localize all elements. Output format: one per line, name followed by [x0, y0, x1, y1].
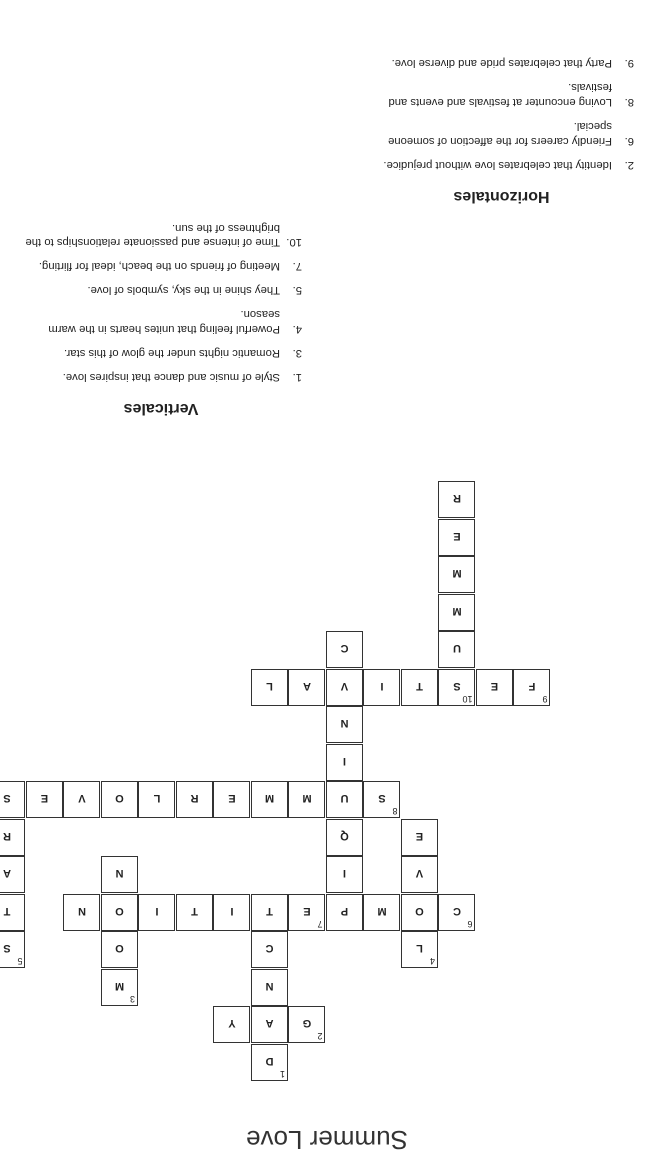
cell-number: 9: [542, 694, 548, 704]
clue-item: [20, 220, 302, 250]
grid-cell[interactable]: [26, 782, 63, 819]
grid-cell[interactable]: [326, 894, 363, 931]
grid-cell[interactable]: [364, 669, 401, 706]
cell-number: 4: [429, 956, 435, 967]
grid-cell[interactable]: [439, 669, 476, 706]
cell-letter: L: [153, 792, 161, 805]
grid-cell[interactable]: [439, 482, 476, 519]
clue-text: Style of music and dance that inspires love.: [62, 370, 280, 383]
grid-cell[interactable]: [364, 782, 401, 819]
grid-cell[interactable]: [139, 894, 176, 931]
cell-letter: N: [78, 905, 86, 917]
clue-number: 2.: [624, 158, 634, 171]
clue-text: Powerful feeling that unites hearts in the warm season.: [48, 308, 280, 336]
cell-letter: P: [340, 905, 349, 917]
grid-cell[interactable]: [476, 669, 513, 706]
cell-letter: T: [3, 905, 11, 917]
cell-letter: E: [228, 792, 236, 805]
grid-cell[interactable]: [439, 519, 476, 556]
cell-number: 10: [462, 694, 473, 704]
clue-text: Time of intense and passionate relationships to the brightness of the sun.: [25, 221, 280, 249]
vertical-heading: Verticales: [123, 400, 199, 417]
clue-text: Romantic nights under the glow of this star.: [63, 346, 280, 359]
cell-letter: E: [490, 680, 499, 692]
clue-item: [369, 79, 634, 109]
cell-letter: O: [115, 905, 124, 917]
cell-letter: V: [415, 867, 424, 880]
clue-number: 8.: [624, 96, 634, 109]
grid-cell[interactable]: [0, 782, 26, 819]
grid-cell[interactable]: [401, 894, 438, 931]
grid-cell[interactable]: [514, 669, 551, 706]
grid-cell[interactable]: [289, 894, 326, 931]
cell-letter: M: [114, 980, 125, 992]
cell-letter: V: [340, 680, 349, 692]
cell-letter: N: [265, 980, 274, 992]
grid-cell[interactable]: [0, 894, 26, 931]
cell-letter: C: [453, 905, 461, 917]
cell-letter: T: [191, 905, 198, 917]
grid-cell[interactable]: [326, 669, 363, 706]
cell-letter: Q: [340, 830, 349, 842]
cell-letter: R: [190, 792, 199, 805]
cell-letter: D: [265, 1055, 274, 1067]
grid-cell[interactable]: [289, 782, 326, 819]
cell-letter: E: [415, 830, 424, 842]
clue-text: Party that celebrates pride and diverse love.: [391, 57, 612, 70]
cell-letter: S: [3, 792, 11, 805]
grid-cell[interactable]: [214, 894, 251, 931]
grid-cell[interactable]: [101, 969, 138, 1006]
cell-letter: A: [265, 1017, 274, 1030]
clue-number: 7.: [292, 260, 302, 273]
grid-cell[interactable]: [0, 819, 26, 856]
grid-cell[interactable]: [439, 632, 476, 669]
cell-letter: O: [115, 792, 124, 805]
cell-letter: M: [264, 792, 275, 805]
clue-number: 6.: [624, 134, 634, 147]
clue-number: 9.: [624, 57, 634, 70]
cell-number: 8: [392, 806, 398, 817]
cell-letter: C: [265, 942, 274, 955]
cell-letter: V: [78, 792, 86, 805]
grid-cell[interactable]: [251, 1044, 288, 1081]
clue-text: Friendly careers for the affection of someone special.: [388, 120, 612, 147]
grid-cell[interactable]: [176, 894, 213, 931]
clue-item: [369, 55, 634, 70]
grid-cell[interactable]: [0, 932, 26, 969]
cell-letter: M: [452, 567, 462, 580]
cell-letter: N: [115, 867, 124, 880]
grid-cell[interactable]: [101, 932, 138, 969]
grid-cell[interactable]: [401, 932, 438, 969]
cell-letter: S: [3, 942, 11, 955]
cell-letter: R: [453, 492, 461, 505]
grid-cell[interactable]: [0, 857, 26, 894]
cell-letter: Y: [228, 1017, 236, 1030]
cell-letter: I: [230, 905, 234, 917]
clue-number: 10.: [286, 236, 302, 249]
grid-cell[interactable]: [326, 782, 363, 819]
clue-number: 5.: [292, 284, 302, 297]
grid-cell[interactable]: [101, 782, 138, 819]
cell-letter: O: [415, 905, 424, 917]
puzzle-title: Summer Love: [246, 1125, 408, 1155]
cell-letter: O: [115, 942, 124, 955]
grid-cell[interactable]: [251, 782, 288, 819]
clue-text: Meeting of friends on the beach, ideal for flirting.: [38, 260, 280, 273]
grid-cell[interactable]: [439, 894, 476, 931]
cell-number: 6: [467, 919, 473, 929]
clue-number: 3.: [292, 346, 302, 359]
grid-cell[interactable]: [326, 819, 363, 856]
cell-letter: I: [342, 755, 347, 767]
grid-cell[interactable]: [214, 1007, 251, 1044]
grid-cell[interactable]: [364, 894, 401, 931]
clue-item: [20, 369, 302, 384]
grid-cell[interactable]: [401, 669, 438, 706]
clue-item: [20, 306, 302, 336]
cell-letter: A: [3, 867, 11, 880]
grid-cell[interactable]: [251, 894, 288, 931]
grid-cell[interactable]: [326, 857, 363, 894]
grid-cell[interactable]: [439, 557, 476, 594]
clue-item: [20, 345, 302, 360]
cell-letter: L: [416, 942, 423, 955]
cell-letter: I: [155, 905, 159, 917]
clue-text: Loving encounter at festivals and events and festivals.: [388, 81, 612, 109]
grid-cell[interactable]: [214, 782, 251, 819]
cell-number: 2: [317, 1031, 323, 1042]
grid-cell[interactable]: [176, 782, 213, 819]
cell-letter: E: [453, 530, 461, 542]
clue-item: [369, 157, 634, 172]
grid-cell[interactable]: [101, 857, 138, 894]
cell-letter: I: [380, 680, 384, 692]
grid-cell[interactable]: [64, 894, 101, 931]
grid-cell[interactable]: [401, 857, 438, 894]
cell-letter: U: [340, 792, 349, 805]
cell-letter: T: [416, 680, 423, 692]
grid-cell[interactable]: [289, 1007, 326, 1044]
clue-item: [20, 258, 302, 273]
cell-letter: E: [40, 792, 49, 805]
clue-text: Identity that celebrates love without prejudice.: [383, 158, 612, 171]
cell-letter: T: [266, 905, 273, 917]
cell-letter: R: [3, 830, 11, 842]
grid-cell[interactable]: [251, 932, 288, 969]
cell-letter: M: [452, 605, 462, 617]
cell-letter: E: [303, 905, 311, 917]
cell-letter: C: [340, 642, 349, 655]
grid-cell[interactable]: [289, 669, 326, 706]
vertical-clues: [20, 211, 302, 419]
cell-letter: U: [453, 642, 461, 655]
clue-number: 4.: [292, 323, 302, 336]
clue-text: They shine in the sky, symbols of love.: [87, 284, 280, 297]
cell-number: 7: [317, 919, 323, 929]
grid-cell[interactable]: [139, 782, 176, 819]
horizontal-clues: [369, 46, 634, 207]
cell-letter: A: [303, 680, 311, 692]
cell-letter: S: [378, 792, 386, 805]
cell-letter: L: [266, 680, 273, 692]
grid-cell[interactable]: [439, 594, 476, 631]
cell-letter: N: [340, 717, 349, 730]
grid-cell[interactable]: [326, 744, 363, 781]
grid-cell[interactable]: [64, 782, 101, 819]
grid-cell[interactable]: [101, 894, 138, 931]
clue-item: [20, 282, 302, 297]
horizontal-heading: Horizontales: [453, 188, 550, 205]
cell-letter: I: [342, 867, 347, 880]
cell-letter: G: [302, 1017, 312, 1030]
cell-letter: M: [302, 792, 312, 805]
grid-cell[interactable]: [401, 819, 438, 856]
clue-number: 1.: [292, 370, 302, 383]
grid-cell[interactable]: [326, 707, 363, 744]
grid-cell[interactable]: [251, 1007, 288, 1044]
cell-letter: F: [528, 680, 536, 692]
grid-cell[interactable]: [251, 969, 288, 1006]
grid-cell[interactable]: [251, 669, 288, 706]
cell-number: 5: [17, 956, 23, 967]
cell-letter: S: [453, 680, 461, 692]
clue-item: [369, 118, 634, 148]
grid-cell[interactable]: [326, 632, 363, 669]
cell-number: 1: [279, 1069, 285, 1079]
cell-number: 3: [129, 994, 135, 1004]
cell-letter: M: [377, 905, 387, 917]
